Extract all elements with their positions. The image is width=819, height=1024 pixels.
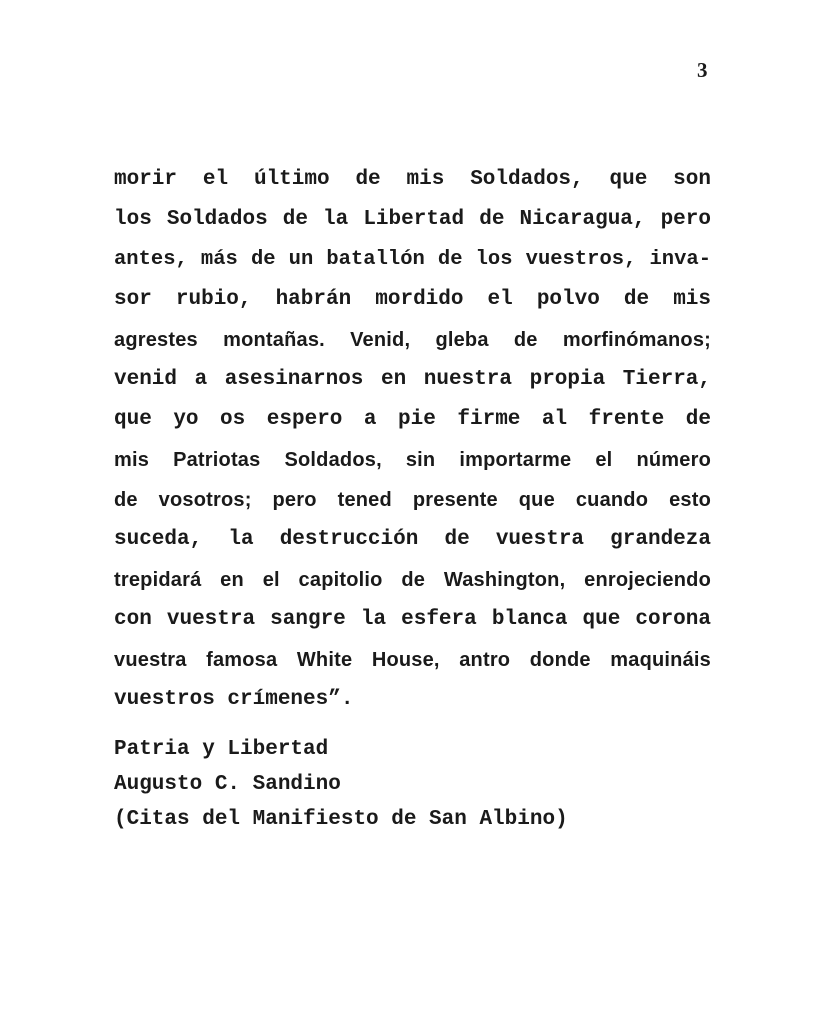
author-name: Augusto C. Sandino — [114, 773, 341, 796]
body-line: morir el último de mis Soldados, que son — [114, 168, 711, 191]
body-line: trepidará en el capitolio de Washington, enrojeciendo — [114, 569, 711, 591]
page-number: 3 — [697, 58, 708, 82]
body-line: suceda, la destrucción de vuestra grandeza — [114, 528, 711, 551]
body-line: mis Patriotas Soldados, sin importarme el número — [114, 449, 711, 471]
body-line: de vosotros; pero tened presente que cuando esto — [114, 489, 711, 511]
body-line: vuestra famosa White House, antro donde maquináis — [114, 649, 711, 671]
quote-body — [114, 168, 711, 728]
body-line: antes, más de un batallón de los vuestros, inva- — [114, 248, 711, 271]
body-line: agrestes montañas. Venid, gleba de morfinómanos; — [114, 329, 711, 351]
source-citation: (Citas del Manifiesto de San Albino) — [114, 808, 568, 831]
body-line: venid a asesinarnos en nuestra propia Tierra, — [114, 368, 711, 391]
body-line: que yo os espero a pie firme al frente de — [114, 408, 711, 431]
motto: Patria y Libertad — [114, 738, 329, 761]
body-line: con vuestra sangre la esfera blanca que corona — [114, 608, 711, 631]
signature-block — [114, 738, 568, 843]
body-line: sor rubio, habrán mordido el polvo de mis — [114, 288, 711, 311]
body-line: vuestros crímenes”. — [114, 688, 354, 711]
body-line: los Soldados de la Libertad de Nicaragua, pero — [114, 208, 711, 231]
